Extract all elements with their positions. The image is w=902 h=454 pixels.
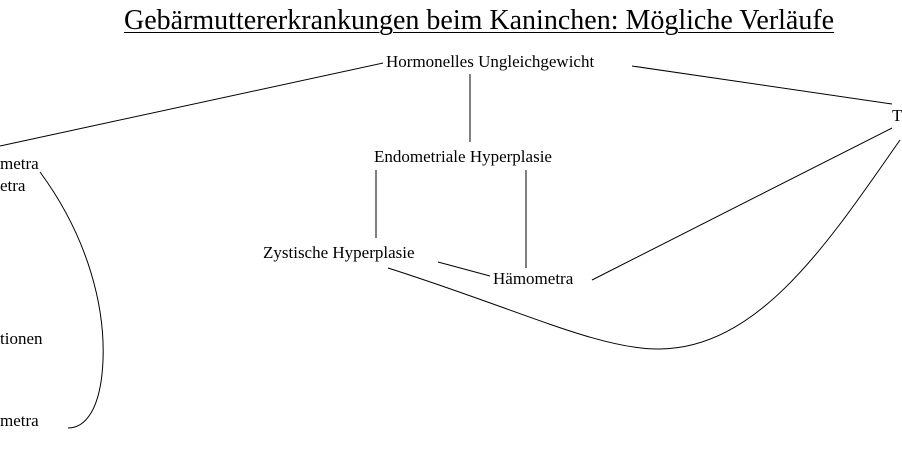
node-cystic-hyperplasia: Zystische Hyperplasie <box>263 243 415 262</box>
edge-cystic-to-haemometra <box>438 262 490 276</box>
node-left-lower: metra <box>0 411 39 430</box>
edge-cystic-to-right-curve <box>388 140 900 349</box>
node-right-edge: T <box>892 106 902 125</box>
edge-left-upper-to-left-lower-curve <box>40 172 103 428</box>
node-haemometra: Hämometra <box>493 269 574 288</box>
edge-haemometra-to-right <box>592 128 892 280</box>
node-endometrial-hyperplasia: Endometriale Hyperplasie <box>374 147 552 166</box>
edge-hormonal-to-right <box>632 66 892 104</box>
diagram-title: Gebärmuttererkrankungen beim Kaninchen: Mögliche Verläufe <box>124 5 835 36</box>
node-left-upper-line2: etra <box>0 176 26 195</box>
edge-hormonal-to-left <box>0 63 383 146</box>
node-left-upper-line1: metra <box>0 154 39 173</box>
node-left-middle: tionen <box>0 329 43 348</box>
node-hormonal-imbalance: Hormonelles Ungleichgewicht <box>386 52 595 71</box>
